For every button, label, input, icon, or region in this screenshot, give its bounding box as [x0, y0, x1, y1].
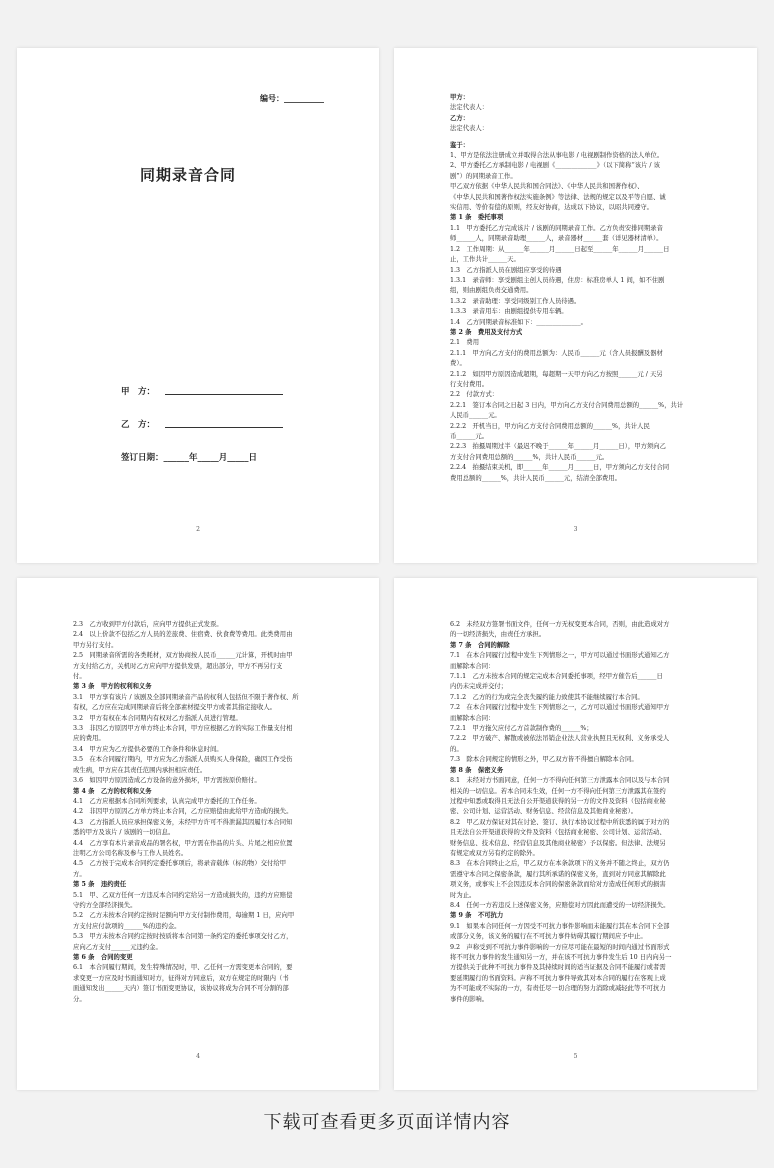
text-line: 9.2 声称受到不可抗力事件影响的一方应尽可能在最短的时间内通过书面形式	[450, 943, 670, 951]
text-line: 2.4 以上价款不包括乙方人员的差旅费、住宿费、伙食费等费用。此类费用由	[73, 631, 293, 639]
text-line: 方支付给乙方，关机时乙方应向甲方提供发票，超出部分，甲方不再另行支	[73, 662, 283, 670]
text-line: 3.6 如因甲方原因造成乙方设备的意外损坏，甲方需按原价赔付。	[73, 777, 261, 785]
text-line: 币______元。	[450, 433, 489, 440]
section-heading: 第 3 条 甲方的权利和义务	[73, 683, 152, 691]
party-b-label: 乙 方：	[121, 420, 156, 430]
page-number: 5	[573, 1053, 578, 1060]
text-line: 2.1 费用	[450, 339, 480, 347]
text-line: 行支付费用。	[450, 380, 489, 388]
text-line: 或部分义务，该义务的履行在不可抗力事件妨碍其履行期间应予中止。	[450, 933, 647, 941]
section-heading: 第 6 条 合同的变更	[73, 954, 133, 961]
section-heading: 第 7 条 合同的解除	[450, 641, 510, 649]
text-line: 费用总额的______%，共计人民币______元，结清全部费用。	[450, 474, 621, 482]
text-line: 1、甲方是依法注册成立并取得合法从事电影 / 电视剧制作资格的法人单位。	[450, 152, 664, 160]
party-a-label: 甲 方：	[121, 387, 156, 397]
serial-number-label: 编号：__________	[260, 93, 324, 103]
text-line: 方。	[73, 870, 86, 878]
page-number: 2	[196, 526, 200, 533]
text-line: 2.2.1 签订本合同之日起 3 日内，甲方向乙方支付合同费用总额的______%，共计	[450, 401, 684, 409]
text-line: 8.1 未经对方书面同意，任何一方不得向任何第三方泄露本合同以及与本合同	[450, 777, 670, 785]
text-line: 9.1 如果本合同任何一方因受不可抗力事件影响而未能履行其在本合同下全部	[450, 922, 670, 930]
text-line: 7.2.1 甲方拖欠应付乙方首款制作费的______%；	[450, 725, 593, 733]
text-line: 密、公司计划、运营活动、财务信息、经营信息及其他商业秘密）。	[450, 808, 638, 816]
text-line: 3.2 甲方有权在本合同期内有权对乙方指派人员进行管理。	[73, 714, 242, 722]
text-line: 1.1 甲方委托乙方完成该片 / 该剧的同期录音工作。乙方负责安排同期录音	[450, 224, 663, 232]
page-body	[450, 93, 703, 484]
text-line: 注明乙方公司名称及参与工作人员姓名。	[73, 849, 188, 857]
text-line: 法定代表人：	[450, 125, 489, 133]
text-line: 甲方另行支付。	[73, 641, 118, 649]
text-line: 内仍未完成并交付；	[450, 683, 508, 691]
text-line: 3.1 甲方享有该片 / 该剧及全部同期录音产品的权利人包括但不限于著作权、所	[73, 693, 299, 701]
party-b-line	[121, 418, 283, 430]
text-line: 面通知发出______天内）签订书面变更协议，该协议将成为合同不可分割的部	[73, 985, 289, 993]
document-page-4	[394, 578, 757, 1090]
text-line: 1.3.1 录音师：享受剧组主创人员待遇，住房：标准房单人 1 间，如不住剧	[450, 276, 665, 284]
section-heading: 甲方：	[450, 94, 470, 101]
text-line: 7.1 在本合同履行过程中发生下列情形之一，甲方可以通过书面形式通知乙方	[450, 652, 670, 660]
text-line: 师______人，同期录音助理______人，录音器材______套（详见器材清单）。	[450, 235, 663, 243]
text-line: 2.1.1 甲方向乙方支付的费用总额为：人民币______元（含人员报酬及器材	[450, 349, 663, 357]
text-line: 应的费用。	[73, 735, 105, 743]
text-line: 组，则由剧组负责交通费用。	[450, 287, 533, 295]
download-more-prompt[interactable]: 下载可查看更多页面详情内容	[263, 1112, 511, 1133]
sign-date-line: 签订日期：______年_____月_____日	[121, 453, 258, 463]
text-line: 4.1 乙方应根据本合同所列要求，认真完成甲方委托的工作任务。	[73, 797, 261, 805]
text-line: 2.2.4 拍摄结束关机，即______年______月______日，甲方须向乙方支付合同	[450, 464, 670, 472]
text-line: 2.2 付款方式：	[450, 391, 499, 399]
document-page-2	[394, 48, 757, 563]
text-line: 财务信息、技术信息、经营信息及其他商业秘密）予以保密。但法律、法规另	[450, 839, 666, 847]
text-line: 将不可抗力事件的发生通知另一方，并在该不可抗力事件发生后 10 日内向另一	[450, 954, 672, 961]
text-line: 实信用、等价有偿的原则，经友好协商，达成以下协议，以昭共同遵守。	[450, 204, 654, 212]
section-heading: 乙方：	[450, 114, 470, 122]
page-number: 4	[196, 1053, 200, 1060]
text-line: 2.1.2 如因甲方原因造成超期，每超期一天甲方向乙方按照______元 / 天另	[450, 370, 663, 378]
text-line: 项义务，或事实上不会因违反本合同的保密条款而给对方造成任何形式的损害	[450, 881, 666, 889]
text-line: 的。	[450, 745, 463, 753]
party-b-blank	[165, 427, 283, 428]
text-line: 8.2 甲乙双方保证对其在讨论、签订、执行本协议过程中所获悉的属于对方的	[450, 818, 670, 826]
section-heading: 鉴于：	[450, 141, 470, 149]
text-line: 剧”）的同期录音工作。	[450, 172, 517, 180]
text-line: 5.1 甲、乙双方任何一方违反本合同约定给另一方造成损失的，违约方应赔偿	[73, 891, 293, 899]
section-heading: 第 2 条 费用及支付方式	[450, 328, 523, 336]
text-line: 1.3.2 录音助理：享受同级别工作人员待遇。	[450, 297, 581, 305]
document-page-3	[17, 578, 379, 1090]
text-line: 4.4 乙方享有本片录音成品的署名权，甲方需在作品的片头、片尾之相应位置	[73, 839, 293, 847]
text-line: 1.4 乙方同期录音标准如下：______________。	[450, 318, 587, 326]
text-line: 有规定或双方另有约定的除外。	[450, 849, 539, 857]
text-line: 2.5 同期录音所需的各类耗材，双方协商按人民币______元计算，开机时由甲	[73, 652, 293, 660]
text-line: 5.2 乙方未按本合同约定按时足额向甲方支付制作费用，每逾期 1 日，应向甲	[73, 912, 295, 920]
text-line: 7.2 在本合同履行过程中发生下列情形之一，乙方可以通过书面形式通知甲方	[450, 704, 670, 712]
text-line: 方支付应付款项的______%的违约金。	[73, 922, 181, 930]
text-line: 方支付合同费用总额的______%，共计人民币______元。	[450, 453, 609, 461]
text-line: 有权，乙方应在完成同期录音后将全部素材提交甲方或者其指定接收人。	[73, 704, 277, 712]
section-heading: 第 9 条 不可抗力	[450, 912, 504, 920]
section-heading: 第 4 条 乙方的权利和义务	[73, 787, 152, 795]
text-line: 2.2.3 拍摄周期过半（最迟不晚于______年______月______日），甲方须向乙	[450, 443, 666, 451]
text-line: 7.2.2 甲方破产、解散或被依法吊销企业法人营业执照且无权利、义务承受人	[450, 735, 670, 743]
text-line: 时为止。	[450, 891, 476, 899]
text-line: 要延期履行的书面资料。声称不可抗力事件导致其对本合同的履行在客观上成	[450, 974, 666, 982]
text-line: 3.5 在本合同履行期内，甲方应为乙方指派人员购买人身保险，确因工作受伤	[73, 756, 293, 764]
text-line: 2.2.2 开机当日，甲方向乙方支付合同费用总额的______%，共计人民	[450, 422, 650, 430]
text-line: 付。	[73, 673, 86, 681]
text-line: 4.5 乙方按于完成本合同约定委托事项后，将录音载体（标的物）交付给甲	[73, 860, 287, 868]
text-line: 《中华人民共和国著作权法实施条例》等法律、法规的规定以及平等自愿、诚	[450, 193, 666, 201]
text-line: 为不可能或不实际的一方，有责任尽一切合理的努力消除或减轻此等不可抗力	[450, 985, 666, 993]
text-line: 2、甲方委托乙方承制电影 / 电视剧《_____________》（以下简称“该片 / 该	[450, 162, 660, 170]
text-line: 1.3.3 录音用车：由剧组提供专用车辆。	[450, 308, 568, 316]
text-line: 6.2 未经双方签署书面文件，任何一方无权变更本合同，否则，由此造成对方	[450, 621, 670, 628]
party-a-line	[121, 385, 283, 397]
text-line: 悉的甲方及该片 / 该剧的一切信息。	[73, 829, 175, 837]
text-line: 过程中知悉或取得且无法自公开渠道获得的另一方的文件及资料（包括商业秘	[450, 797, 666, 805]
text-line: 8.3 在本合同终止之后，甲乙双方在本条款项下的义务并不随之终止，双方仍	[450, 860, 670, 868]
text-line: 守约方全部经济损失。	[73, 901, 137, 909]
text-line: 的一切经济损失，由责任方承担。	[450, 631, 546, 639]
text-line: 人民币______元。	[450, 412, 501, 420]
document-page-cover	[17, 48, 379, 563]
text-line: 而解除本合同：	[450, 714, 495, 722]
text-line: 止，工作共计______天。	[450, 256, 520, 264]
section-heading: 第 1 条 委托事项	[450, 214, 504, 222]
text-line: 法定代表人：	[450, 104, 489, 112]
text-line: 4.3 乙方指派人员应承担保密义务，未经甲方许可不得泄漏其因履行本合同知	[73, 818, 293, 826]
text-line: 7.1.2 乙方的行为或完全丧失履约能力致使其不能继续履行本合同。	[450, 693, 644, 701]
text-line: 3.4 甲方应为乙方提供必要的工作条件和休息时间。	[73, 745, 223, 753]
page-number: 3	[573, 526, 578, 533]
text-line: 1.2 工作周期：从______年______月______日起至______年______月______日	[450, 245, 670, 253]
text-line: 7.3 除本合同规定的情形之外，甲乙双方皆不得擅自解除本合同。	[450, 756, 638, 764]
text-line: 费）。	[450, 360, 466, 368]
text-line: 事件的影响。	[450, 995, 489, 1003]
section-heading: 第 5 条 违约责任	[73, 881, 127, 889]
text-line: 5.3 甲方未按本合同约定按时按质将本合同第一条约定的委托事项交付乙方，	[73, 933, 293, 941]
text-line: 且无法自公开渠道获得的文件及资料（包括商业秘密、公司计划、运营活动、	[450, 829, 666, 837]
page-body	[450, 620, 703, 1005]
party-a-blank	[165, 394, 283, 395]
text-line: 3.3 非因乙方原因甲方单方终止本合同，甲方应根据乙方的实际工作量支付相	[73, 725, 293, 733]
text-line: 甲乙双方依据《中华人民共和国合同法》、《中华人民共和国著作权》、	[450, 183, 644, 191]
text-line: 需遵守本合同之保密条款，履行其所承诺的保密义务，直到对方同意其解除此	[450, 870, 666, 878]
text-line: 相关的一切信息。若本合同未生效，任何一方不得向任何第三方泄露其在签约	[450, 787, 666, 795]
page-body	[73, 620, 325, 1005]
text-line: 求变更一方应及时书面通知对方，征得对方同意后，双方在规定的时限内（书	[73, 974, 289, 982]
text-line: 1.3 乙方指派人员在剧组应享受的待遇	[450, 266, 562, 274]
text-line: 7.1.1 乙方未按本合同的规定完成本合同委托事项，经甲方催告后______日	[450, 673, 663, 681]
text-line: 6.1 本合同履行期间，发生特殊情况时，甲、乙任何一方需变更本合同的，要	[73, 964, 293, 972]
text-line: 而解除本合同：	[450, 662, 495, 670]
text-line: 4.2 非因甲方原因乙方单方终止本合同，乙方应赔偿由此给甲方造成的损失。	[73, 808, 293, 816]
text-line: 应向乙方支付______元违约金。	[73, 943, 162, 951]
text-line: 或生病，甲方应在其责任范围内承担相应责任。	[73, 766, 207, 774]
contract-title: 同期录音合同	[139, 166, 236, 184]
text-line: 8.4 任何一方若违反上述保密义务，应赔偿对方因此而遭受的一切经济损失。	[450, 901, 670, 909]
text-line: 分。	[73, 995, 86, 1003]
text-line: 2.3 乙方收到甲方付款后，应向甲方提供正式发票。	[73, 621, 223, 628]
section-heading: 第 8 条 保密义务	[450, 766, 504, 774]
text-line: 方提供关于此种不可抗力事件及其持续时间的适当证据及合同不能履行或者需	[450, 964, 666, 972]
